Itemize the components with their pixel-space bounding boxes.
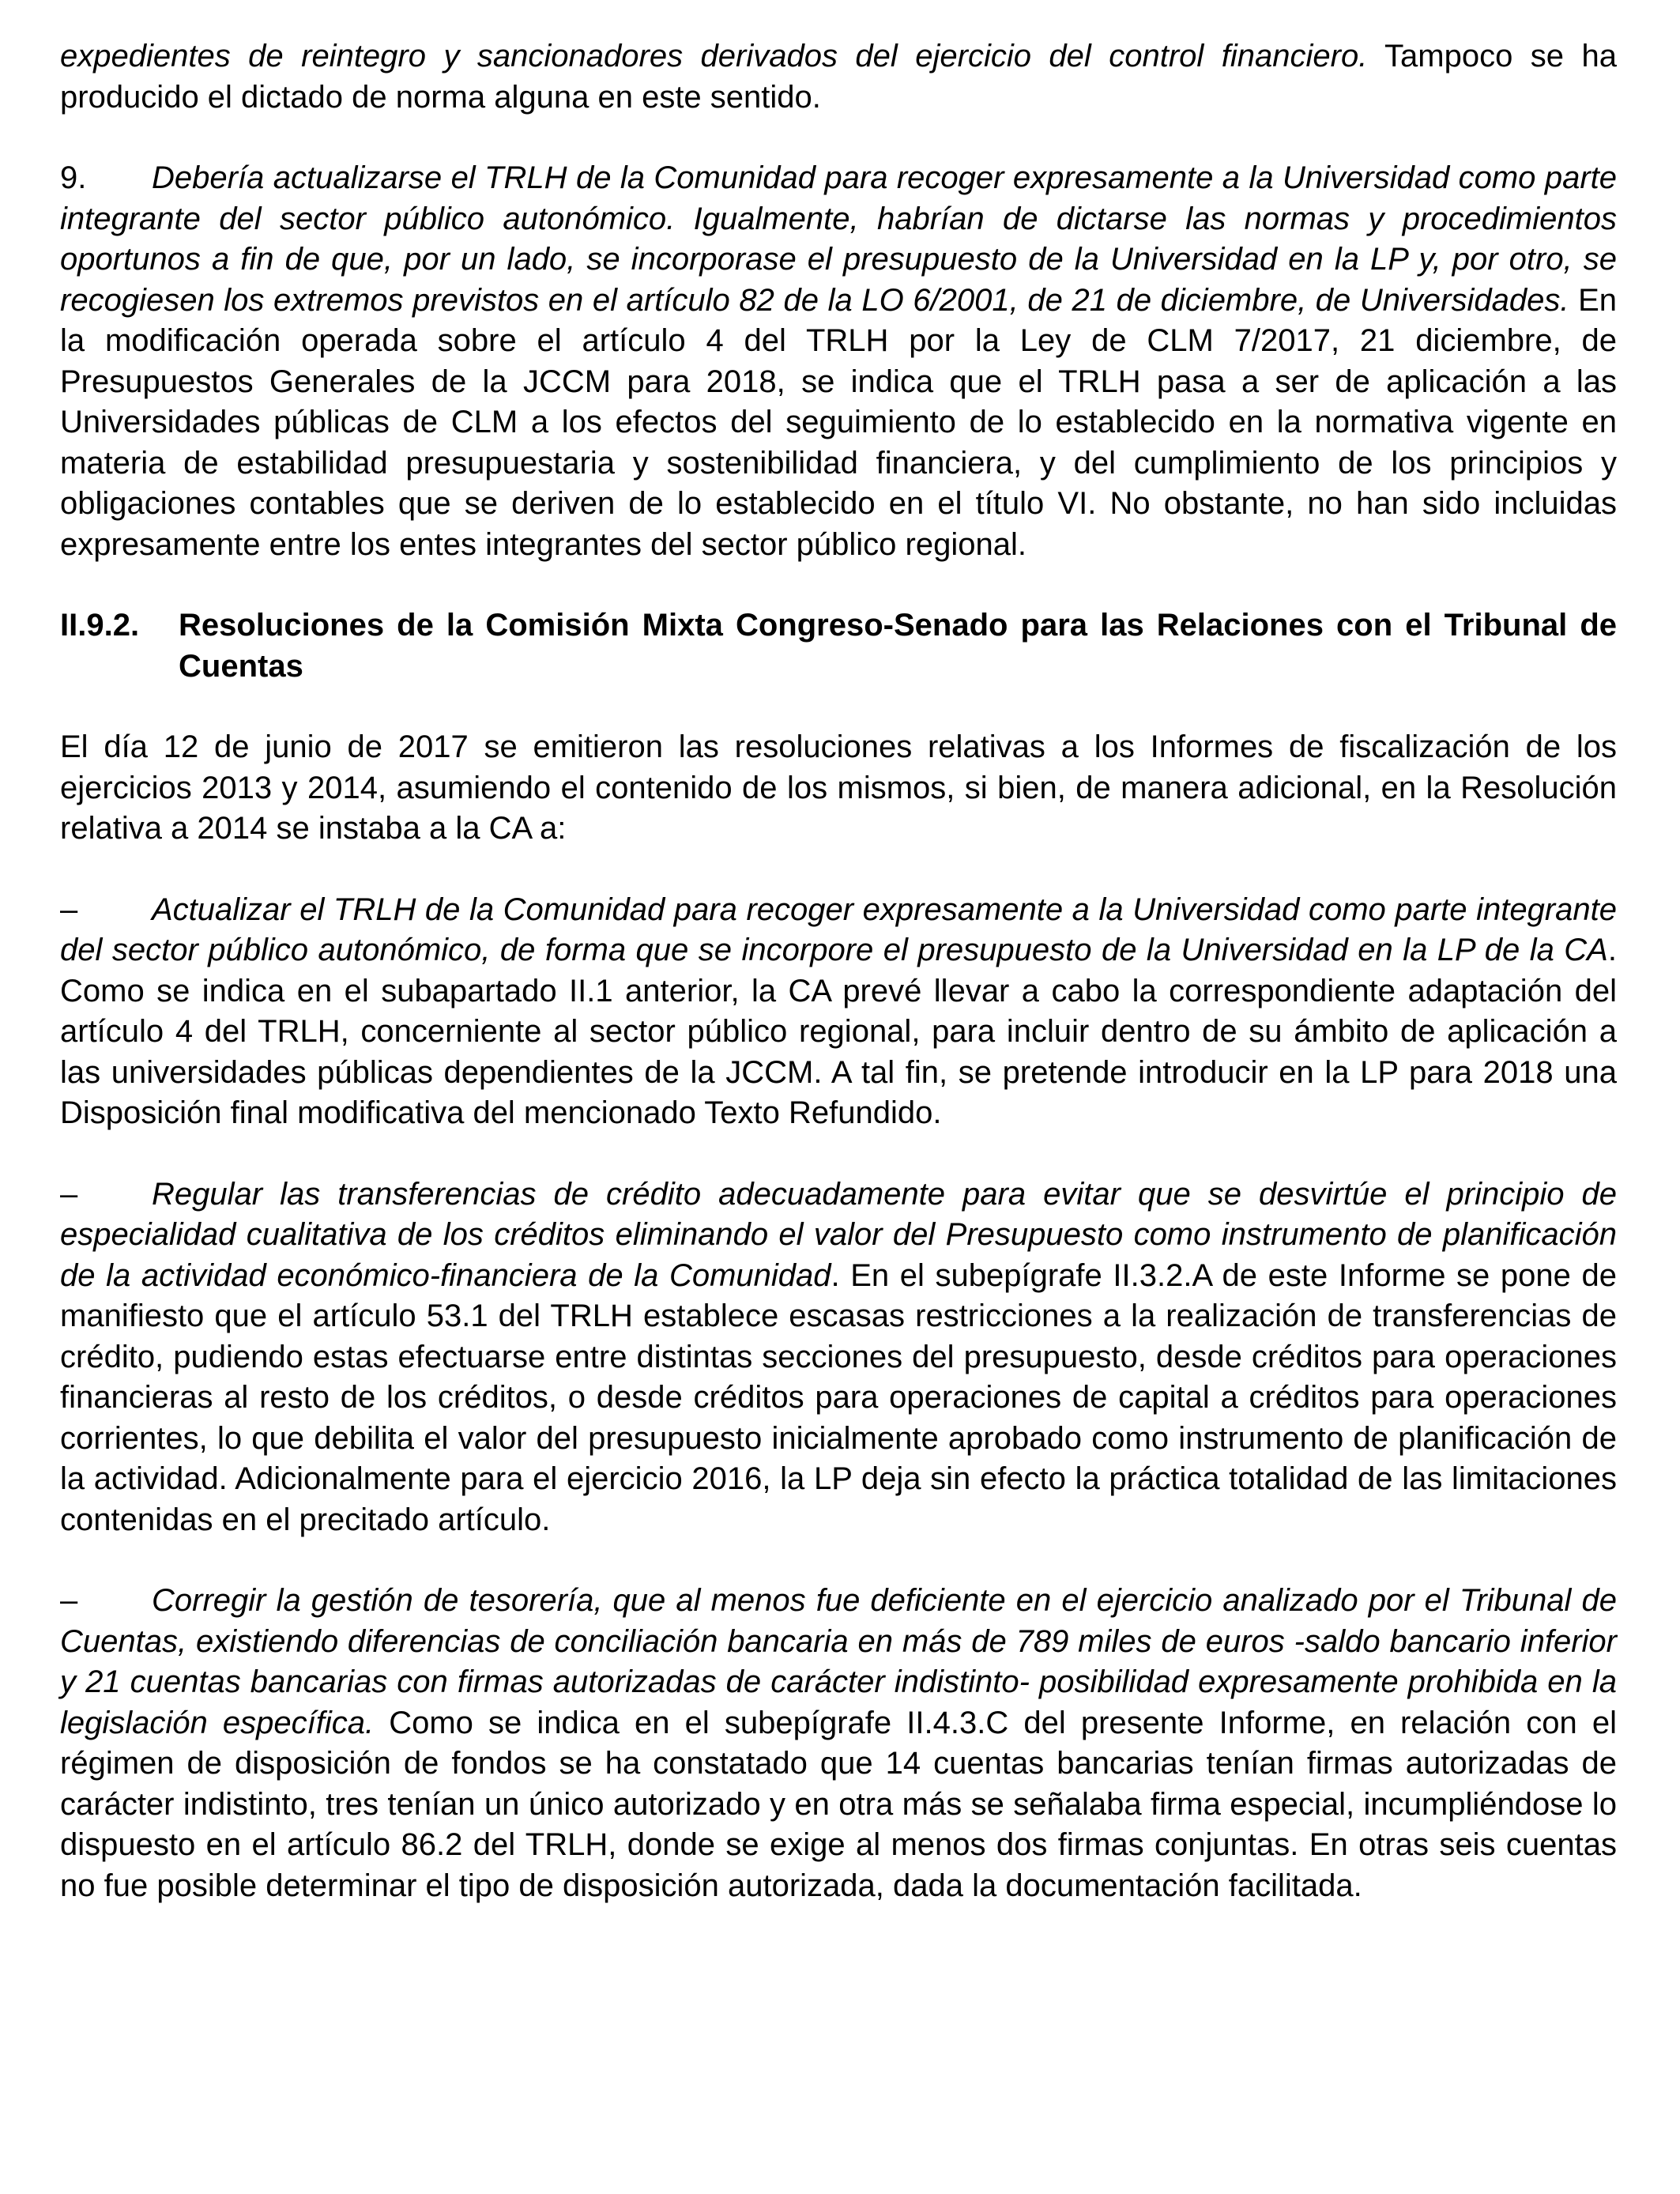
recommendation-9-italic: Debería actualizarse el TRLH de la Comunidad para recoger expresamente a la Universidad como parte integrante del sector público autonómico. Igualmente, habrían de dictarse las normas y procedimientos oportunos a fin de que, por un lado, se incorporase el presupuesto de la Universidad en la LP y, por otro, se recogiesen los extremos previstos en el artículo 82 de la LO 6/2001, de 21 de diciembre, de Universidades. — [60, 160, 1617, 318]
recommendation-9-text: En la modificación operada sobre el artículo 4 del TRLH por la Ley de CLM 7/2017, 21 diciembre, de Presupuestos Generales de la JCCM para 2018, se indica que el TRLH pasa a ser de aplicación a las Universidades públicas de CLM a los efectos del seguimiento de lo establecido en la normativa vigente en materia de estabilidad presupuestaria y sostenibilidad financiera, y del cumplimiento de los principios y obligaciones contables que se deriven de lo establecido en el título VI. No obstante, no han sido incluidas expresamente entre los entes integrantes del sector público regional. — [60, 282, 1618, 562]
paragraph-continuation-italic: expedientes de reintegro y sancionadores derivados del ejercicio del control financiero. — [60, 39, 1368, 74]
dash-bullet: – — [60, 1176, 78, 1212]
spacer — [60, 118, 1617, 158]
resolution-item-3 — [60, 1581, 1617, 1906]
document-page — [60, 36, 1617, 1906]
spacer — [60, 1540, 1617, 1581]
resolution-item-2-italic: Regular las transferencias de crédito adecuadamente para evitar que se desvirtúe el principio de especialidad cualitativa de los créditos eliminando el valor del Presupuesto como instrumento de planificación de la actividad económico-financiera de la Comunidad — [60, 1176, 1617, 1293]
resolution-item-2 — [60, 1174, 1617, 1541]
resolution-item-2-text: . En el subepígrafe II.3.2.A de este Informe se pone de manifiesto que el artículo 53.1 del TRLH establece escasas restricciones a la realización de transferencias de crédito, pudiendo estas efectuarse entre distintas secciones del presupuesto, desde créditos para operaciones financieras al resto de los créditos, o desde créditos para operaciones de capital a créditos para operaciones corrientes, lo que debilita el valor del presupuesto inicialmente aprobado como instrumento de planificación de la actividad. Adicionalmente para el ejercicio 2016, la LP deja sin efecto la práctica totalidad de las limitaciones contenidas en el precitado artículo. — [60, 1257, 1617, 1537]
paragraph-continuation — [60, 36, 1617, 118]
resolution-item-1-italic: Actualizar el TRLH de la Comunidad para recoger expresamente a la Universidad como parte integrante del sector público autonómico, de forma que se incorpore el presupuesto de la Universidad en la LP de la CA — [60, 892, 1617, 967]
dash-bullet: – — [60, 892, 78, 927]
dash-bullet: – — [60, 1583, 78, 1618]
resolution-item-1 — [60, 890, 1617, 1134]
resolution-item-3-text: Como se indica en el subepígrafe II.4.3.C del presente Informe, en relación con el régimen de disposición de fondos se ha constatado que 14 cuentas bancarias tenían firmas autorizadas de carácter indistinto, tres tenían un único autorizado y en otra más se señalaba firma especial, incumpliéndose lo dispuesto en el artículo 86.2 del TRLH, donde se exige al menos dos firmas conjuntas. En otras seis cuentas no fue posible determinar el tipo de disposición autorizada, dada la documentación facilitada. — [60, 1705, 1617, 1903]
resolution-item-1-text: . Como se indica en el subapartado II.1 anterior, la CA prevé llevar a cabo la correspondiente adaptación del artículo 4 del TRLH, concerniente al sector público regional, para incluir dentro de su ámbito de aplicación a las universidades públicas dependientes de la JCCM. A tal fin, se pretende introducir en la LP para 2018 una Disposición final modificativa del mencionado Texto Refundido. — [60, 933, 1617, 1130]
paragraph-continuation-text: Tampoco se ha producido el dictado de norma alguna en este sentido. — [60, 39, 1617, 115]
resolution-item-3-italic: Corregir la gestión de tesorería, que al menos fue deficiente en el ejercicio analizado por el Tribunal de Cuentas, existiendo diferencias de conciliación bancaria en más de 789 miles de euros -saldo bancario inferior y 21 cuentas bancarias con firmas autorizadas de carácter indistinto- posibilidad expresamente prohibida en la legislación específica. — [60, 1583, 1617, 1740]
intro-paragraph: El día 12 de junio de 2017 se emitieron las resoluciones relativas a los Informes de fiscalización de los ejercicios 2013 y 2014, asumiendo el contenido de los mismos, si bien, de manera adicional, en la Resolución relativa a 2014 se instaba a la CA a: — [60, 729, 1617, 846]
spacer — [60, 850, 1617, 890]
recommendation-number: 9. — [60, 160, 87, 195]
section-number: II.9.2. — [60, 608, 140, 643]
section-heading — [60, 605, 1617, 687]
spacer — [60, 1134, 1617, 1174]
recommendation-9 — [60, 158, 1617, 565]
spacer — [60, 565, 1617, 605]
spacer — [60, 687, 1617, 727]
section-title: Resoluciones de la Comisión Mixta Congreso-Senado para las Relaciones con el Tribunal de Cuentas — [179, 608, 1617, 684]
